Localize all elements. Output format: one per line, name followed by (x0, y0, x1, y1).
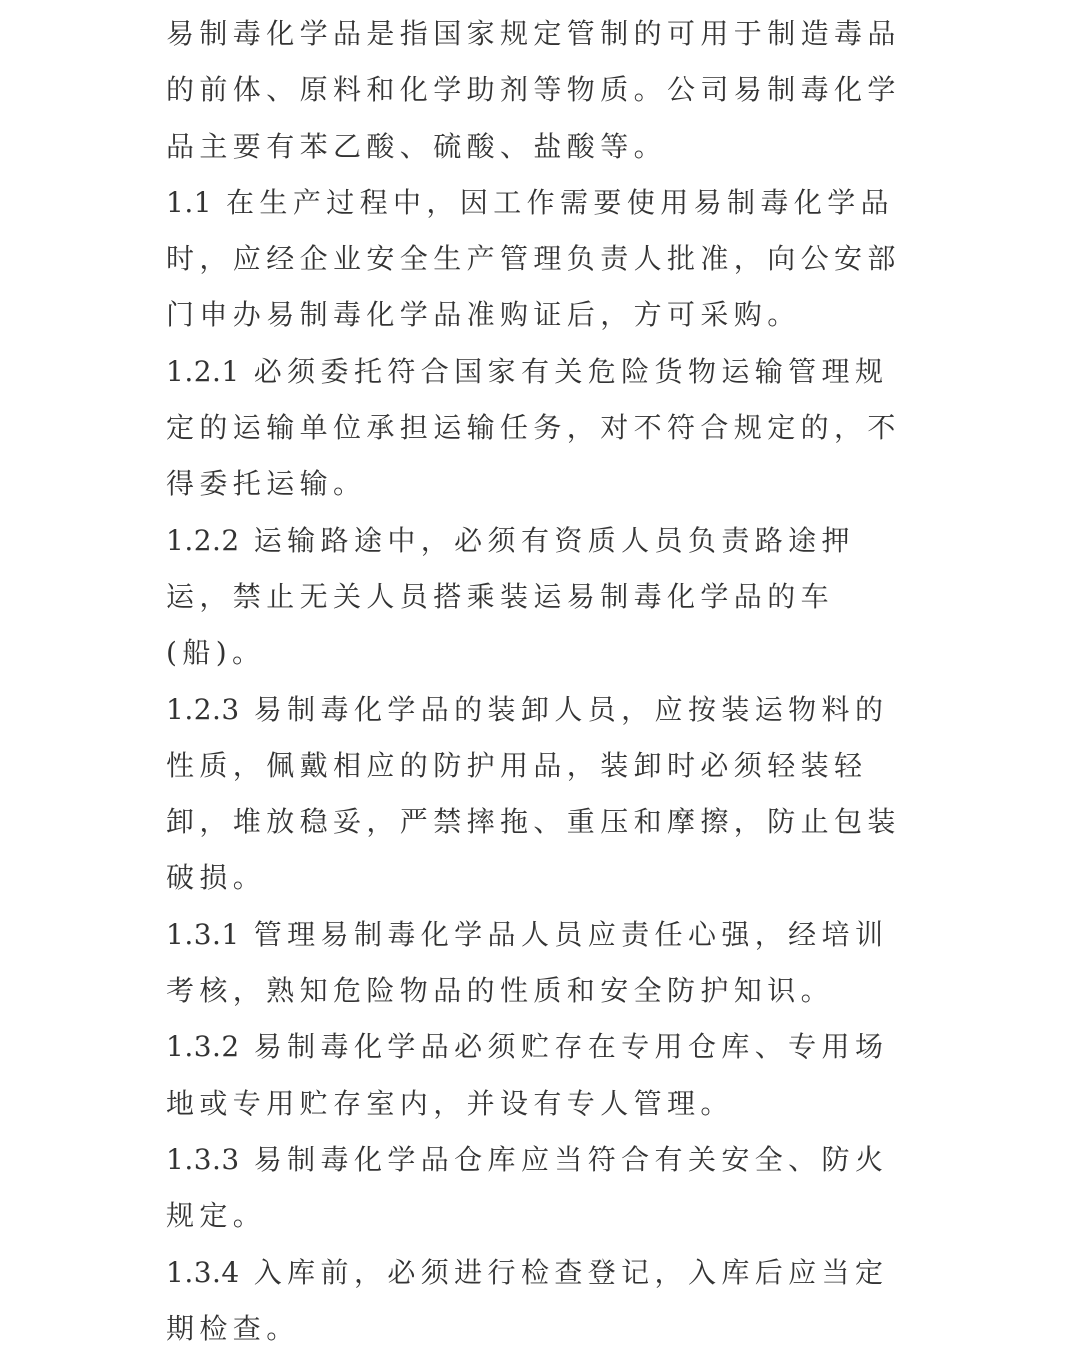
clause-text: 入库前，必须进行检查登记，入库后应当定期检查。 (166, 1255, 889, 1345)
clause-text: 必须委托符合国家有关危险货物运输管理规定的运输单位承担运输任务，对不符合规定的，不得委托运输。 (166, 354, 901, 501)
clause-number: 1.2.1 (166, 354, 240, 388)
clause-text: 运输路途中，必须有资质人员负责路途押运，禁止无关人员搭乘装运易制毒化学品的车(船)。 (166, 523, 855, 670)
clause-text: 易制毒化学品仓库应当符合有关安全、防火规定。 (166, 1142, 889, 1233)
clause-number: 1.3.3 (166, 1142, 240, 1176)
clause-number: 1.3.1 (166, 917, 240, 951)
clause-1-1 (166, 175, 918, 344)
intro-paragraph (166, 6, 918, 175)
clause-1-3-4 (166, 1245, 918, 1357)
clause-number: 1.3.2 (166, 1030, 240, 1064)
clause-text: 管理易制毒化学品人员应责任心强，经培训考核，熟知危险物品的性质和安全防护知识。 (166, 917, 889, 1008)
intro-text: 易制毒化学品是指国家规定管制的可用于制造毒品的前体、原料和化学助剂等物质。公司易制毒化学品主要有苯乙酸、硫酸、盐酸等。 (166, 17, 901, 163)
clause-number: 1.1 (166, 185, 213, 219)
clause-1-2-2 (166, 513, 918, 682)
clause-number: 1.3.4 (166, 1255, 240, 1289)
clause-text: 在生产过程中，因工作需要使用易制毒化学品时，应经企业安全生产管理负责人批准，向公安部门申办易制毒化学品准购证后，方可采购。 (166, 185, 901, 332)
clause-text: 易制毒化学品必须贮存在专用仓库、专用场地或专用贮存室内，并设有专人管理。 (166, 1030, 889, 1120)
clause-number: 1.2.2 (166, 523, 240, 557)
document-body (166, 6, 918, 1357)
clause-1-3-1 (166, 907, 918, 1020)
clause-number: 1.2.3 (166, 692, 240, 726)
clause-1-2-3 (166, 682, 918, 907)
clause-1-3-2 (166, 1019, 918, 1132)
clause-text: 易制毒化学品的装卸人员，应按装运物料的性质，佩戴相应的防护用品，装卸时必须轻装轻卸，堆放稳妥，严禁摔拖、重压和摩擦，防止包装破损。 (166, 692, 901, 895)
clause-1-2-1 (166, 344, 918, 513)
clause-1-3-3 (166, 1132, 918, 1245)
